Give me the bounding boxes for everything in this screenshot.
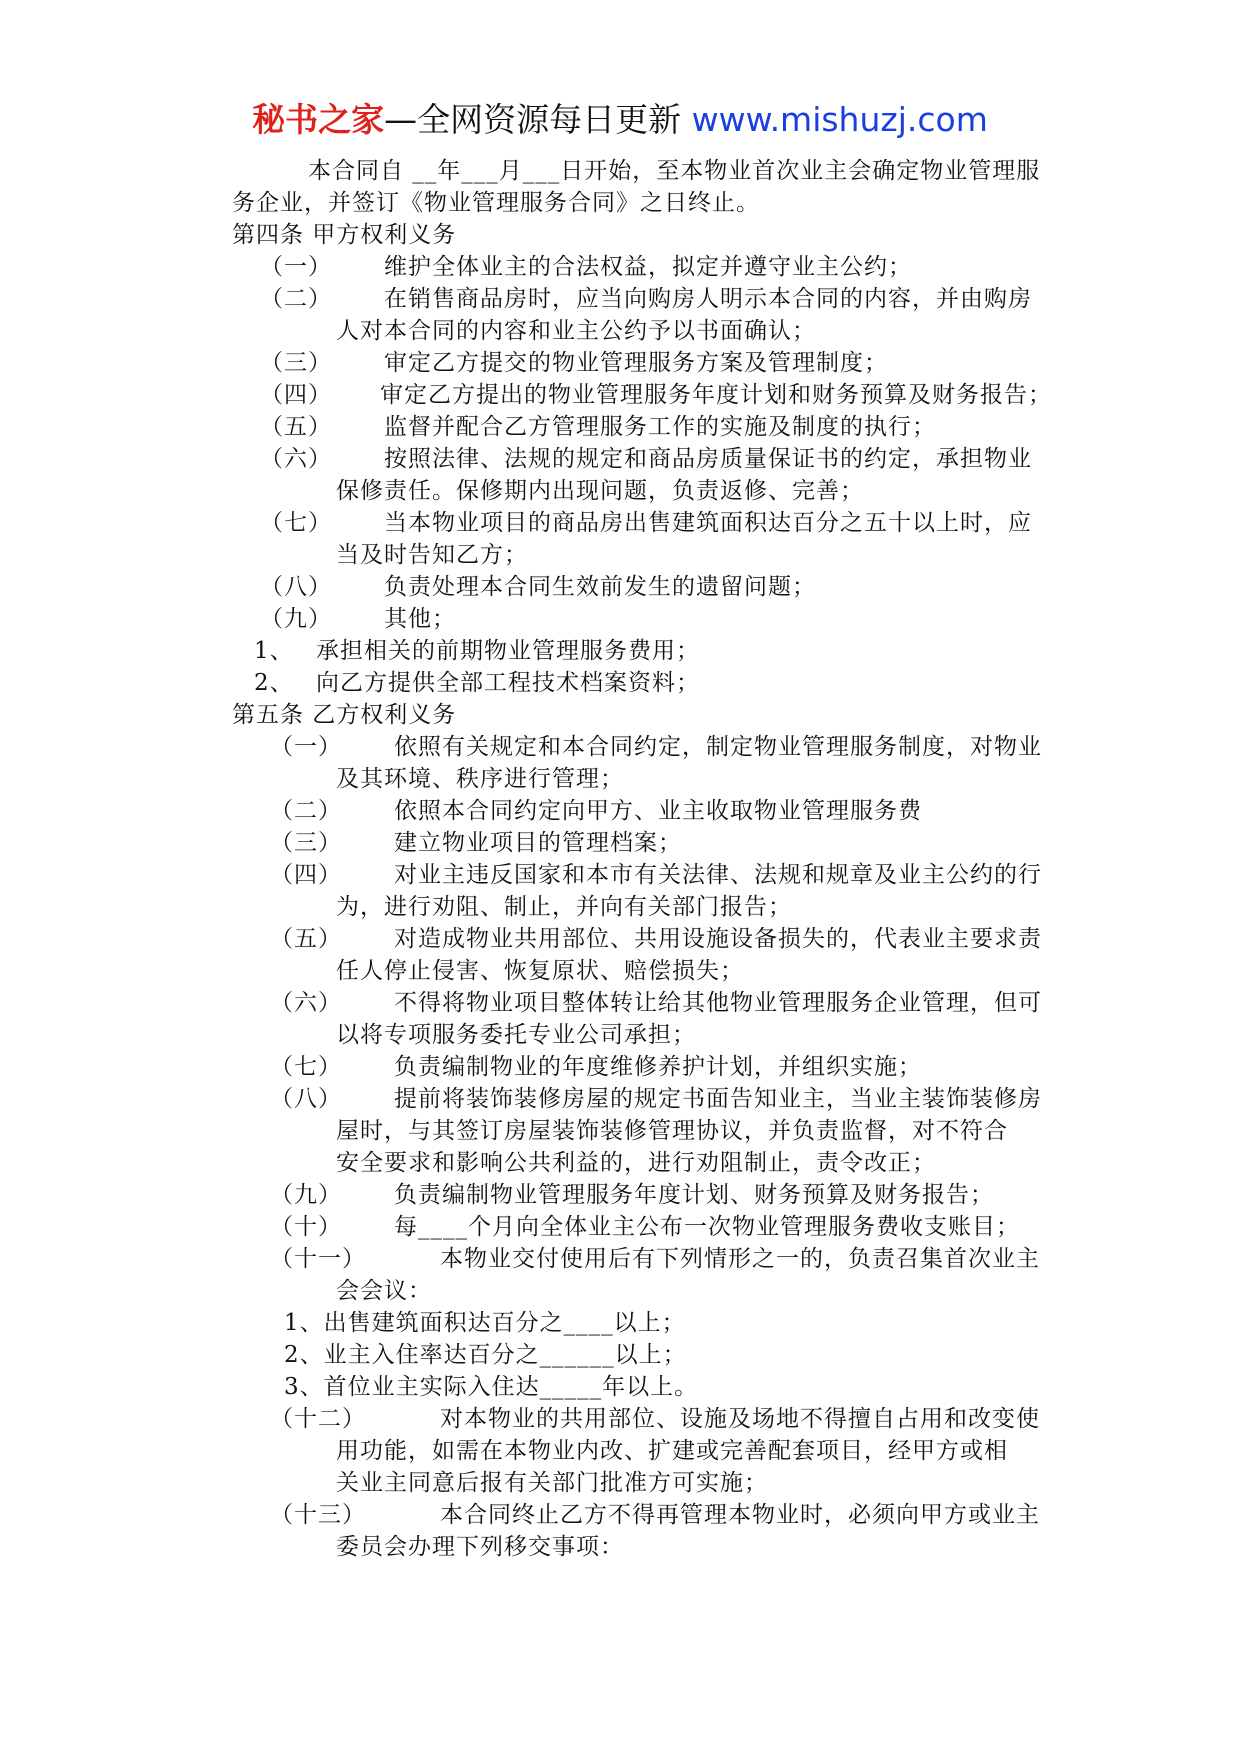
article-5-item (232, 1179, 1052, 1211)
article-5-item (232, 1051, 1052, 1083)
article-5-item (232, 1403, 1052, 1435)
item-text: 负责编制物业的年度维修养护计划，并组织实施； (394, 1054, 922, 1080)
item-number: （十三） (270, 1502, 366, 1528)
item-number: （八） (260, 574, 332, 600)
item-text: 本合同终止乙方不得再管理本物业时，必须向甲方或业主 (440, 1502, 1040, 1528)
header-brand: 秘书之家 (252, 100, 385, 139)
item-text: 每____个月向全体业主公布一次物业管理服务费收支账目； (394, 1214, 1020, 1240)
item-number: （二） (270, 798, 342, 824)
condition-item: 2、业主入住率达百分之______以上； (284, 1342, 687, 1368)
item-number: （九） (260, 606, 332, 632)
item-continuation: 任人停止侵害、恢复原状、赔偿损失； (336, 958, 744, 984)
article-4-item (232, 507, 1052, 539)
item-text: 不得将物业项目整体转让给其他物业管理服务企业管理，但可 (394, 990, 1042, 1016)
item-text: 对本物业的共用部位、设施及场地不得擅自占用和改变使 (440, 1406, 1040, 1432)
item-text: 本物业交付使用后有下列情形之一的，负责召集首次业主 (440, 1246, 1040, 1272)
item-continuation: 关业主同意后报有关部门批准方可实施； (336, 1470, 768, 1496)
item-number: （九） (270, 1182, 342, 1208)
article-4-subitem (232, 667, 1052, 699)
item-text: 对业主违反国家和本市有关法律、法规和规章及业主公约的行 (394, 862, 1042, 888)
article-4-item (232, 283, 1052, 315)
item-text: 承担相关的前期物业管理服务费用； (316, 638, 700, 664)
header-url-link[interactable]: www.mishuzj.com (691, 100, 988, 139)
item-continuation: 以将专项服务委托专业公司承担； (336, 1022, 696, 1048)
item-number: （六） (260, 446, 332, 472)
item-text: 提前将装饰装修房屋的规定书面告知业主，当业主装饰装修房 (394, 1086, 1042, 1112)
item-number: （三） (260, 350, 332, 376)
item-continuation: 人对本合同的内容和业主公约予以书面确认； (336, 318, 816, 344)
item-text: 依照有关规定和本合同约定，制定物业管理服务制度，对物业 (394, 734, 1042, 760)
item-continuation: 会会议： (336, 1278, 432, 1304)
item-continuation: 当及时告知乙方； (336, 542, 528, 568)
item-number: （二） (260, 286, 332, 312)
item-number: （十） (270, 1214, 342, 1240)
item-number: （一） (270, 734, 342, 760)
item-continuation: 用功能，如需在本物业内改、扩建或完善配套项目，经甲方或相 (336, 1438, 1008, 1464)
article-5-item (232, 1211, 1052, 1243)
item-text: 在销售商品房时，应当向购房人明示本合同的内容，并由购房 (384, 286, 1032, 312)
article-4-item (232, 347, 1052, 379)
item-number: （六） (270, 990, 342, 1016)
article-4-title: 第四条 甲方权利义务 (232, 222, 457, 248)
condition-item: 3、首位业主实际入住达_____年以上。 (284, 1374, 699, 1400)
article-4-item (232, 379, 1052, 411)
item-text: 依照本合同约定向甲方、业主收取物业管理服务费 (394, 798, 922, 824)
item-number: （三） (270, 830, 342, 856)
item-text: 负责编制物业管理服务年度计划、财务预算及财务报告； (394, 1182, 994, 1208)
site-header (0, 100, 1240, 140)
item-number: （五） (270, 926, 342, 952)
intro-line: 务企业，并签订《物业管理服务合同》之日终止。 (232, 190, 760, 216)
item-number: （四） (260, 382, 332, 408)
intro-line: 本合同自 __年___月___日开始，至本物业首次业主会确定物业管理服 (308, 158, 1041, 184)
item-number: （八） (270, 1086, 342, 1112)
article-4-item (232, 443, 1052, 475)
article-5-item (232, 1243, 1052, 1275)
article-4-item (232, 411, 1052, 443)
article-5-item (232, 859, 1052, 891)
condition-item: 1、出售建筑面积达百分之____以上； (284, 1310, 686, 1336)
article-4-item (232, 603, 1052, 635)
item-continuation: 安全要求和影响公共利益的，进行劝阻制止，责令改正； (336, 1150, 936, 1176)
article-4-subitem (232, 635, 1052, 667)
article-5-item (232, 795, 1052, 827)
article-5-item (232, 731, 1052, 763)
item-text: 审定乙方提出的物业管理服务年度计划和财务预算及财务报告； (380, 382, 1052, 408)
article-5-item (232, 827, 1052, 859)
item-number: （一） (260, 254, 332, 280)
item-number: （四） (270, 862, 342, 888)
article-4-item (232, 251, 1052, 283)
article-5-item (232, 987, 1052, 1019)
item-text: 审定乙方提交的物业管理服务方案及管理制度； (384, 350, 888, 376)
header-slogan: —全网资源每日更新 (384, 100, 682, 139)
item-number: 1、 (254, 638, 294, 664)
item-continuation: 为，进行劝阻、制止，并向有关部门报告； (336, 894, 792, 920)
item-continuation: 保修责任。保修期内出现问题，负责返修、完善； (336, 478, 864, 504)
item-text: 向乙方提供全部工程技术档案资料； (316, 670, 700, 696)
item-continuation: 屋时，与其签订房屋装饰装修管理协议，并负责监督，对不符合 (336, 1118, 1008, 1144)
item-text: 监督并配合乙方管理服务工作的实施及制度的执行； (384, 414, 936, 440)
article-5-item (232, 1083, 1052, 1115)
item-continuation: 及其环境、秩序进行管理； (336, 766, 624, 792)
item-number: （十二） (270, 1406, 366, 1432)
item-text: 维护全体业主的合法权益，拟定并遵守业主公约； (384, 254, 912, 280)
item-text: 其他； (384, 606, 456, 632)
article-5-item (232, 1499, 1052, 1531)
item-text: 建立物业项目的管理档案； (394, 830, 682, 856)
item-number: （七） (270, 1054, 342, 1080)
article-4-item (232, 571, 1052, 603)
article-5-item (232, 923, 1052, 955)
item-text: 负责处理本合同生效前发生的遗留问题； (384, 574, 816, 600)
item-continuation: 委员会办理下列移交事项： (336, 1534, 624, 1560)
item-text: 对造成物业共用部位、共用设施设备损失的，代表业主要求责 (394, 926, 1042, 952)
item-text: 当本物业项目的商品房出售建筑面积达百分之五十以上时，应 (384, 510, 1032, 536)
item-number: 2、 (254, 670, 294, 696)
item-text: 按照法律、法规的规定和商品房质量保证书的约定，承担物业 (384, 446, 1032, 472)
item-number: （五） (260, 414, 332, 440)
item-number: （七） (260, 510, 332, 536)
document-body (232, 155, 1052, 1563)
article-5-title: 第五条 乙方权利义务 (232, 702, 457, 728)
item-number: （十一） (270, 1246, 366, 1272)
